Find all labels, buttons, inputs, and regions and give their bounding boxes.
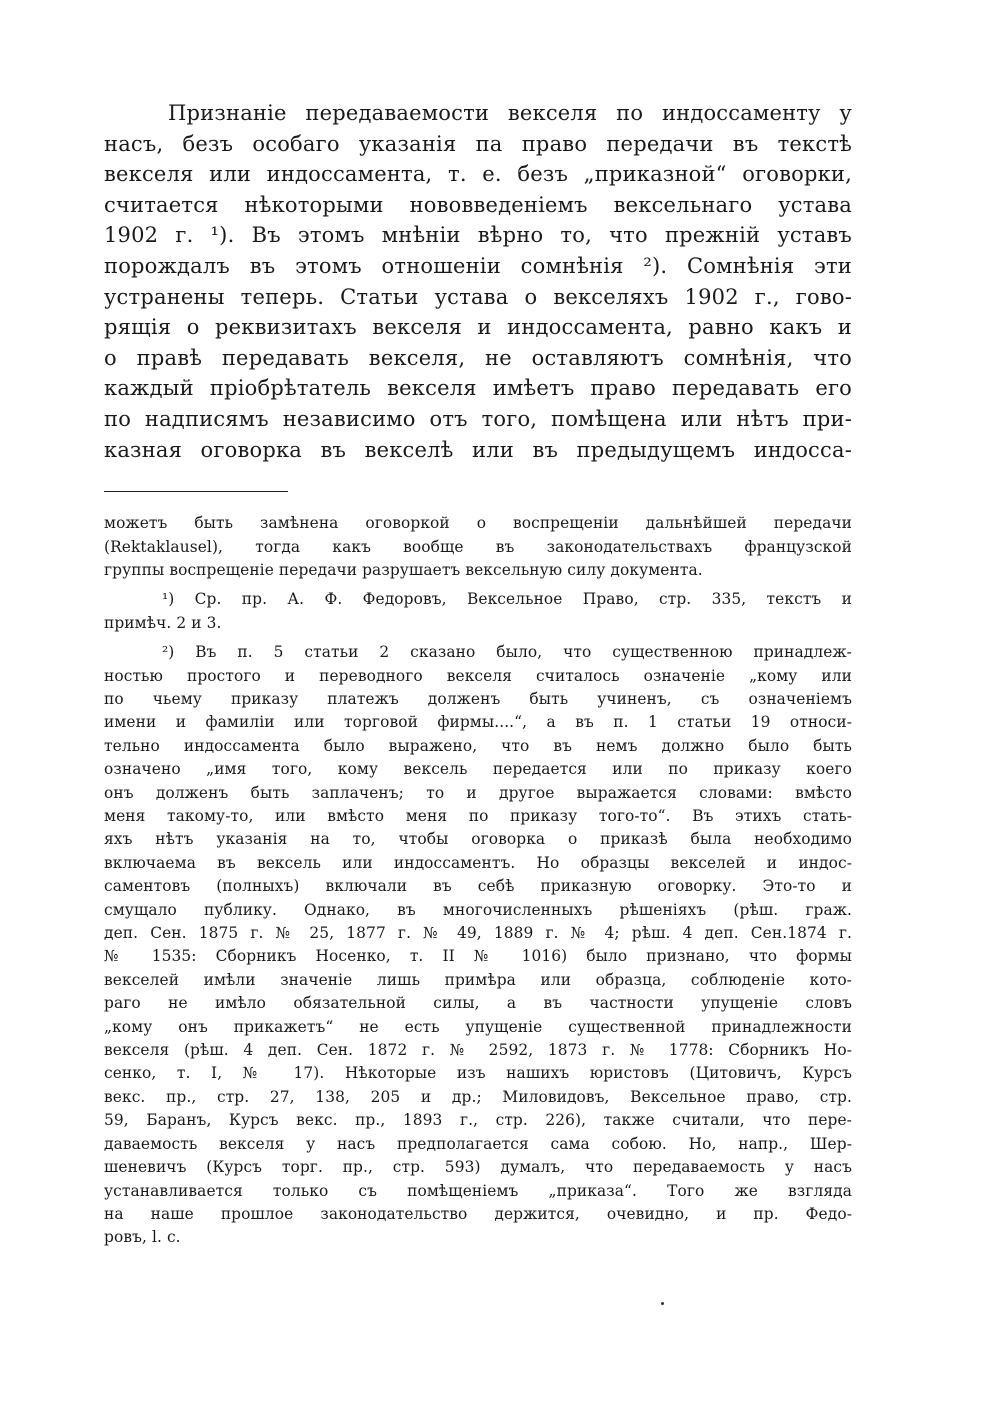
footnote-line: векселя (рѣш. 4 деп. Сен. 1872 г. № 2592, 1873 г. № 1778: Сборникъ Но- (104, 1041, 852, 1060)
footnote-line: можетъ быть замѣнена оговоркой о воспрещеніи дальнѣйшей передачи (104, 514, 852, 533)
footnote-line: № 1535: Сборникъ Носенко, т. II № 1016) было признано, что формы (104, 947, 852, 966)
print-speck (661, 1302, 664, 1305)
footnote-line: саментовъ (полныхъ) включали въ себѣ приказную оговорку. Это-то и (104, 877, 852, 896)
footnote-line: устанавливается только съ помѣщеніемъ „приказа“. Того же взгляда (104, 1181, 852, 1200)
footnote-line: (Rektaklausel), тогда какъ вообще въ законодательствахъ французской (104, 537, 852, 556)
footnote-line: ¹) Ср. пр. А. Ф. Федоровъ, Вексельное Право, стр. 335, текстъ и (162, 590, 852, 609)
footnote-line: 59, Баранъ, Курсъ векс. пр., 1893 г., стр. 226), также считали, что пере- (104, 1111, 852, 1130)
main-text-line: Признаніе передаваемости векселя по индоссаменту у (168, 101, 852, 125)
main-text (104, 98, 852, 465)
main-text-line: о правѣ передавать векселя, не оставляютъ сомнѣнія, что (104, 345, 852, 370)
main-text-line: казная оговорка въ векселѣ или въ предыдущемъ индосса- (104, 437, 852, 462)
footnote-1 (104, 588, 852, 635)
footnote-line: сенко, т. I, № 17). Нѣкоторые изъ нашихъ юристовъ (Цитовичъ, Курсъ (104, 1064, 852, 1083)
footnote-line: примѣч. 2 и 3. (104, 613, 222, 632)
main-text-line: 1902 г. ¹). Въ этомъ мнѣніи вѣрно то, что прежній уставъ (104, 223, 852, 248)
footnote-line: раго не имѣло обязательной силы, а въ частности упущеніе словъ (104, 994, 852, 1013)
footnote-line: деп. Сен. 1875 г. № 25, 1877 г. № 49, 1889 г. № 4; рѣш. 4 деп. Сен.1874 г. (104, 924, 852, 943)
footnote-line: меня такому-то, или вмѣсто меня по приказу того-то“. Въ этихъ стать- (104, 807, 852, 825)
footnote-line: яхъ нѣтъ указанія на то, чтобы оговорка о приказѣ была необходимо (104, 830, 852, 849)
footnote-line: „кому онъ прикажетъ“ не есть упущеніе существенной принадлежности (104, 1017, 852, 1036)
footnote-line: даваемость векселя у насъ предполагается сама собою. Но, напр., Шер- (104, 1134, 852, 1153)
footnotes (104, 512, 852, 1250)
footnote-line: на наше прошлое законодательство держится, очевидно, и пр. Федо- (104, 1204, 852, 1223)
main-text-line: устранены теперь. Статьи устава о векселяхъ 1902 г., гово- (104, 284, 852, 309)
page (104, 98, 852, 1250)
footnote-line: ²) Въ п. 5 статьи 2 сказано было, что существенною принадлеж- (162, 643, 852, 662)
footnote-line: группы воспрещеніе передачи разрушаетъ вексельную силу документа. (104, 560, 703, 579)
main-text-line: порождалъ въ этомъ отношеніи сомнѣнія ²). Сомнѣнія эти (104, 253, 852, 278)
footnote-line: тельно индоссамента было выражено, что въ немъ должно было быть (104, 736, 852, 755)
main-text-line: векселя или индоссамента, т. е. безъ „приказной“ оговорки, (104, 162, 852, 187)
main-text-line: рящія о реквизитахъ векселя и индоссамента, равно какъ и (104, 315, 852, 340)
footnote-line: шеневичъ (Курсъ торг. пр., стр. 593) думалъ, что передаваемость у насъ (104, 1158, 852, 1177)
footnote-line: ностью простого и переводного векселя считалось означеніе „кому или (104, 666, 852, 685)
footnote-line: ровъ, l. c. (104, 1228, 181, 1247)
footnote-line: векс. пр., стр. 27, 138, 205 и др.; Миловидовъ, Вексельное право, стр. (104, 1087, 852, 1106)
main-text-line: насъ, безъ особаго указанія па право передачи въ текстѣ (104, 131, 852, 156)
main-text-line: каждый пріобрѣтатель векселя имѣетъ право передавать его (104, 376, 852, 401)
footnote-line: смущало публику. Однако, въ многочисленныхъ рѣшеніяхъ (рѣш. граж. (104, 900, 852, 919)
footnote-line: означено „имя того, кому вексель передается или по приказу коего (104, 760, 852, 779)
footnote-line: имени и фамиліи или торговой фирмы....“, а въ п. 1 статьи 19 относи- (104, 713, 852, 732)
footnote-2 (104, 641, 852, 1250)
main-text-line: считается нѣкоторыми нововведеніемъ вексельнаго устава (104, 192, 852, 217)
footnote-line: онъ долженъ быть заплаченъ; то и другое выражается словами: вмѣсто (104, 783, 852, 802)
footnote-line: включаема въ вексель или индоссаментъ. Но образцы векселей и индос- (104, 853, 852, 872)
main-text-line: по надписямъ независимо отъ того, помѣщена или нѣтъ при- (104, 406, 852, 431)
footnote-line: по чьему приказу платежъ долженъ быть учиненъ, съ означеніемъ (104, 689, 852, 708)
footnote-separator (104, 491, 288, 492)
footnote-line: векселей имѣли значеніе лишь примѣра или образца, соблюденіе кото- (104, 970, 852, 989)
footnote-continuation (104, 512, 852, 582)
